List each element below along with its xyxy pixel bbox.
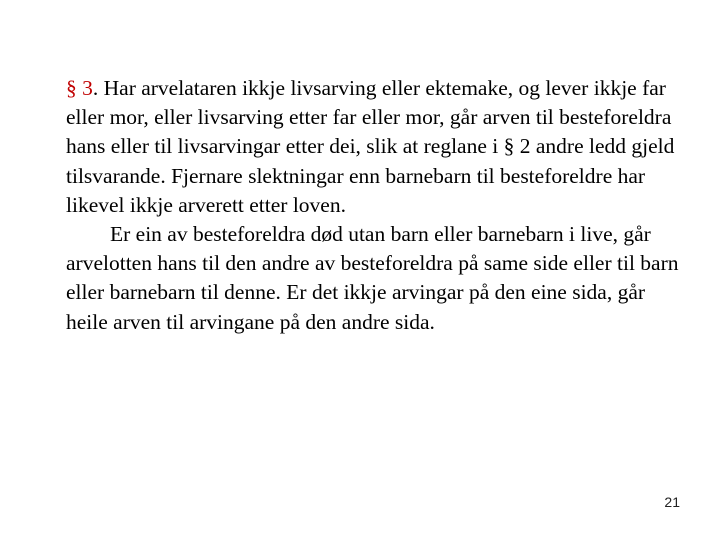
- section-mark: § 3: [66, 76, 93, 100]
- paragraph-second: [66, 220, 686, 337]
- paragraph-first: [66, 74, 686, 220]
- page-number: 21: [664, 494, 680, 510]
- paragraph-first-text: . Har arvelataren ikkje livsarving eller ektemake, og lever ikkje far eller mor, eller livsarving etter far eller mor, går arven til besteforeldra hans eller til livsarvingar etter dei, slik at reglane i § 2 andre ledd gjeld tilsvarande. Fjernare slektningar enn barnebarn til besteforeldre har likevel ikkje arverett etter loven.: [66, 76, 675, 217]
- paragraph-second-text: Er ein av besteforeldra død utan barn eller barnebarn i live, går arvelotten hans til den andre av besteforeldra på same side eller til barn eller barnebarn til denne. Er det ikkje arvingar på den eine sida, går heile arven til arvingane på den andre sida.: [66, 222, 679, 334]
- law-text-block: [66, 74, 686, 337]
